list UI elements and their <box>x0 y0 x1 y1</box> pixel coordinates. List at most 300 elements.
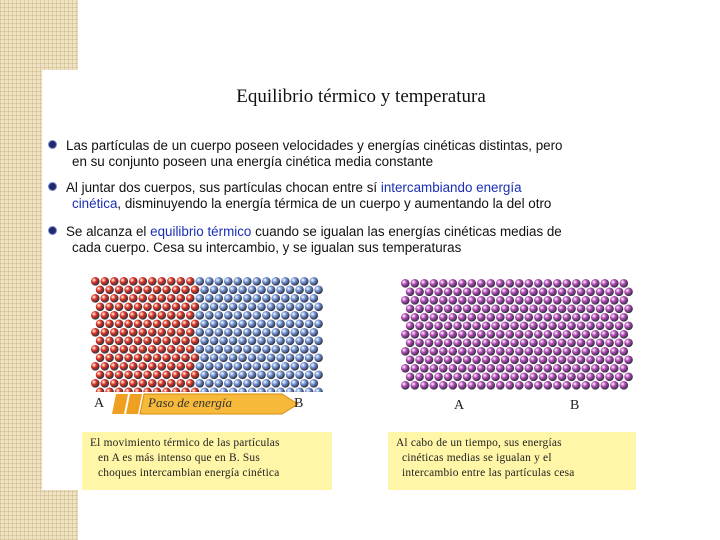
particle <box>286 354 295 363</box>
particle <box>548 339 557 348</box>
particle <box>314 286 323 295</box>
particle <box>143 303 152 312</box>
particle <box>115 354 124 363</box>
particle <box>482 305 491 314</box>
particle <box>430 279 439 288</box>
particle <box>281 294 290 303</box>
particle <box>520 288 529 297</box>
particle <box>520 305 529 314</box>
particle <box>620 381 629 390</box>
particle <box>267 303 276 312</box>
particle <box>205 379 214 388</box>
particle <box>615 373 624 382</box>
particle <box>620 364 629 373</box>
particle <box>539 373 548 382</box>
particle <box>506 279 515 288</box>
particle <box>601 296 610 305</box>
particle <box>167 311 176 320</box>
particle <box>605 305 614 314</box>
particle <box>257 303 266 312</box>
particle <box>472 305 481 314</box>
particle <box>139 328 148 337</box>
particle <box>124 303 133 312</box>
particle <box>186 328 195 337</box>
particle <box>563 313 572 322</box>
particle <box>468 330 477 339</box>
particle <box>425 322 434 331</box>
particle <box>272 379 281 388</box>
particle <box>267 354 276 363</box>
particle <box>449 347 458 356</box>
particle <box>224 311 233 320</box>
particle <box>162 354 171 363</box>
particle <box>548 322 557 331</box>
slide-title: Equilibrio térmico y temperatura <box>236 86 486 107</box>
particle <box>129 379 138 388</box>
particle <box>215 328 224 337</box>
particle <box>620 279 629 288</box>
particle <box>267 337 276 346</box>
particle <box>529 339 538 348</box>
particle <box>101 277 110 286</box>
particle <box>458 313 467 322</box>
bullet-1-line1: Las partículas de un cuerpo poseen velocidades y energías cinéticas distintas, pero <box>66 138 563 153</box>
particle <box>257 286 266 295</box>
particle <box>487 364 496 373</box>
bullet-2-text-cont: , disminuyendo la energía térmica de un cuerpo y aumentando la del otro <box>117 196 552 211</box>
particle <box>415 339 424 348</box>
particle <box>224 328 233 337</box>
particle <box>453 339 462 348</box>
particle <box>496 330 505 339</box>
particle <box>449 330 458 339</box>
particle <box>582 347 591 356</box>
particle <box>153 337 162 346</box>
particle <box>96 303 105 312</box>
particle <box>510 288 519 297</box>
particle <box>411 381 420 390</box>
particle <box>539 339 548 348</box>
particle <box>591 381 600 390</box>
particle <box>401 364 410 373</box>
particle <box>200 371 209 380</box>
particle <box>257 337 266 346</box>
particle <box>544 347 553 356</box>
particle <box>430 330 439 339</box>
particle <box>406 356 415 365</box>
particle <box>110 379 119 388</box>
particle <box>520 322 529 331</box>
particle <box>553 330 562 339</box>
particle <box>415 356 424 365</box>
particle <box>267 286 276 295</box>
particle <box>582 330 591 339</box>
particle <box>439 279 448 288</box>
particle <box>510 305 519 314</box>
particle <box>553 381 562 390</box>
particle <box>276 320 285 329</box>
particle <box>186 345 195 354</box>
particle <box>91 345 100 354</box>
particle <box>411 330 420 339</box>
particle <box>143 320 152 329</box>
particle <box>572 313 581 322</box>
particle <box>544 313 553 322</box>
particle <box>434 356 443 365</box>
particle <box>420 347 429 356</box>
particle <box>191 320 200 329</box>
particle <box>601 279 610 288</box>
particle <box>586 288 595 297</box>
particle <box>243 294 252 303</box>
particle <box>196 294 205 303</box>
particle <box>219 286 228 295</box>
right-label-a: A <box>454 398 465 413</box>
particle <box>582 296 591 305</box>
particle <box>272 328 281 337</box>
bullet-3-line2: cada cuerpo. Cesa su intercambio, y se igualan sus temperaturas <box>72 240 462 255</box>
particle <box>591 313 600 322</box>
particle <box>534 381 543 390</box>
left-label-a: A <box>94 396 105 411</box>
particle <box>624 339 633 348</box>
particle <box>196 328 205 337</box>
particle <box>586 339 595 348</box>
particle <box>510 339 519 348</box>
particle <box>501 322 510 331</box>
particle <box>205 362 214 371</box>
particle <box>134 303 143 312</box>
particle <box>487 296 496 305</box>
particle <box>105 371 114 380</box>
particle <box>515 381 524 390</box>
particle <box>463 356 472 365</box>
particle <box>248 320 257 329</box>
particle <box>477 279 486 288</box>
particle <box>224 362 233 371</box>
right-label-b: B <box>570 398 580 413</box>
particle <box>272 294 281 303</box>
particle <box>563 330 572 339</box>
particle <box>529 356 538 365</box>
particle <box>257 371 266 380</box>
particle <box>439 381 448 390</box>
particle <box>558 373 567 382</box>
particle <box>314 388 323 393</box>
particle <box>539 305 548 314</box>
particle <box>300 294 309 303</box>
particle <box>439 296 448 305</box>
particle <box>196 311 205 320</box>
particle <box>463 305 472 314</box>
particle <box>305 286 314 295</box>
particle <box>567 339 576 348</box>
particle <box>487 347 496 356</box>
particle <box>449 381 458 390</box>
particle <box>129 328 138 337</box>
particle <box>286 371 295 380</box>
particle <box>300 328 309 337</box>
particle <box>539 288 548 297</box>
particle <box>238 320 247 329</box>
particle <box>181 371 190 380</box>
particle <box>96 337 105 346</box>
particle <box>162 320 171 329</box>
particle <box>482 322 491 331</box>
particle <box>91 277 100 286</box>
particle <box>172 303 181 312</box>
particle <box>553 296 562 305</box>
particle <box>219 337 228 346</box>
particle <box>96 286 105 295</box>
particle <box>548 373 557 382</box>
particle <box>191 303 200 312</box>
particle <box>567 322 576 331</box>
particle <box>139 362 148 371</box>
bullet-1 <box>48 138 672 170</box>
particle <box>186 294 195 303</box>
particle <box>210 337 219 346</box>
particle <box>139 345 148 354</box>
particle <box>506 381 515 390</box>
particle <box>458 330 467 339</box>
particle <box>310 277 319 286</box>
particle <box>215 277 224 286</box>
particle <box>525 313 534 322</box>
particle <box>610 381 619 390</box>
particle <box>96 388 105 393</box>
particle <box>591 347 600 356</box>
particle <box>539 322 548 331</box>
particle <box>472 373 481 382</box>
particle <box>472 322 481 331</box>
particle <box>124 371 133 380</box>
particle <box>544 364 553 373</box>
particle <box>515 347 524 356</box>
particle <box>582 279 591 288</box>
particle <box>167 362 176 371</box>
particle <box>439 364 448 373</box>
particle <box>172 320 181 329</box>
particle <box>248 286 257 295</box>
particle <box>591 330 600 339</box>
particle <box>253 311 262 320</box>
particle-grid-before <box>90 276 326 392</box>
particle <box>482 339 491 348</box>
particle <box>262 345 271 354</box>
particle <box>153 303 162 312</box>
slide <box>42 70 680 490</box>
particle <box>591 296 600 305</box>
particle <box>610 313 619 322</box>
particle <box>200 354 209 363</box>
particle <box>586 305 595 314</box>
particle <box>496 381 505 390</box>
particle <box>110 311 119 320</box>
particle <box>525 347 534 356</box>
particle <box>148 294 157 303</box>
right-caption-line3: intercambio entre las partículas cesa <box>402 467 575 479</box>
particle <box>586 356 595 365</box>
particle <box>468 296 477 305</box>
particle <box>153 320 162 329</box>
particle <box>262 362 271 371</box>
particle <box>468 347 477 356</box>
left-caption-line2: en A es más intenso que en B. Sus <box>98 452 260 464</box>
particle <box>281 311 290 320</box>
particle <box>577 339 586 348</box>
particle <box>425 305 434 314</box>
particle <box>295 320 304 329</box>
particle <box>596 305 605 314</box>
particle <box>262 379 271 388</box>
particle <box>572 347 581 356</box>
particle <box>153 286 162 295</box>
particle <box>219 371 228 380</box>
particle <box>434 339 443 348</box>
particle <box>96 354 105 363</box>
particle <box>434 288 443 297</box>
particle <box>548 305 557 314</box>
particle <box>286 320 295 329</box>
particle <box>210 286 219 295</box>
particle <box>172 286 181 295</box>
particle <box>139 379 148 388</box>
left-label-b: B <box>294 396 304 411</box>
particle <box>567 305 576 314</box>
particle <box>253 294 262 303</box>
particle <box>515 296 524 305</box>
particle <box>177 328 186 337</box>
particle <box>219 354 228 363</box>
particle <box>553 279 562 288</box>
particle <box>129 277 138 286</box>
particle <box>577 373 586 382</box>
particle <box>276 371 285 380</box>
particle <box>124 320 133 329</box>
particle <box>401 313 410 322</box>
particle <box>506 347 515 356</box>
particle <box>601 347 610 356</box>
particle <box>468 364 477 373</box>
particle <box>158 362 167 371</box>
particle <box>544 330 553 339</box>
particle <box>105 337 114 346</box>
particle <box>120 345 129 354</box>
particle <box>115 371 124 380</box>
particle <box>238 354 247 363</box>
particle <box>449 296 458 305</box>
particle <box>229 286 238 295</box>
particle <box>177 345 186 354</box>
particle <box>177 362 186 371</box>
particle <box>224 345 233 354</box>
particle <box>620 347 629 356</box>
particle <box>415 305 424 314</box>
particle <box>506 364 515 373</box>
particle <box>501 305 510 314</box>
particle <box>276 337 285 346</box>
particle <box>468 313 477 322</box>
particle <box>124 337 133 346</box>
particle <box>96 320 105 329</box>
particle <box>496 347 505 356</box>
particle <box>534 313 543 322</box>
particle <box>234 294 243 303</box>
particle <box>534 347 543 356</box>
particle <box>120 311 129 320</box>
particle <box>148 277 157 286</box>
particle <box>134 371 143 380</box>
particle <box>615 305 624 314</box>
particle <box>487 330 496 339</box>
particle <box>272 311 281 320</box>
particle <box>310 311 319 320</box>
particle <box>525 364 534 373</box>
particle <box>191 354 200 363</box>
particle <box>300 362 309 371</box>
particle <box>615 356 624 365</box>
particle <box>520 339 529 348</box>
particle <box>314 320 323 329</box>
particle <box>553 347 562 356</box>
particle <box>115 286 124 295</box>
particle <box>624 373 633 382</box>
particle <box>534 296 543 305</box>
particle <box>120 294 129 303</box>
particle <box>191 371 200 380</box>
right-caption-line2: cinéticas medias se igualan y el <box>402 452 552 464</box>
particle <box>191 337 200 346</box>
bullet-2-text: Al juntar dos cuerpos, sus partículas chocan entre sí <box>66 180 381 195</box>
particle <box>515 313 524 322</box>
particle <box>248 337 257 346</box>
particle <box>596 322 605 331</box>
particle <box>610 296 619 305</box>
particle <box>262 277 271 286</box>
particle <box>257 320 266 329</box>
particle <box>477 296 486 305</box>
particle <box>477 364 486 373</box>
particle <box>248 354 257 363</box>
particle <box>415 288 424 297</box>
particle <box>544 296 553 305</box>
particle <box>496 296 505 305</box>
particle <box>444 356 453 365</box>
particle <box>539 356 548 365</box>
particle <box>305 371 314 380</box>
particle <box>411 313 420 322</box>
particle <box>281 277 290 286</box>
particle <box>143 286 152 295</box>
particle <box>548 288 557 297</box>
particle <box>305 320 314 329</box>
particle <box>491 322 500 331</box>
particle <box>229 320 238 329</box>
particle <box>434 322 443 331</box>
particle <box>496 279 505 288</box>
particle <box>425 356 434 365</box>
particle <box>143 354 152 363</box>
particle <box>472 356 481 365</box>
right-caption-line1: Al cabo de un tiempo, sus energías <box>396 437 562 449</box>
particle <box>491 373 500 382</box>
particle <box>257 354 266 363</box>
particle <box>620 313 629 322</box>
particle <box>196 362 205 371</box>
particle <box>110 362 119 371</box>
particle <box>191 286 200 295</box>
